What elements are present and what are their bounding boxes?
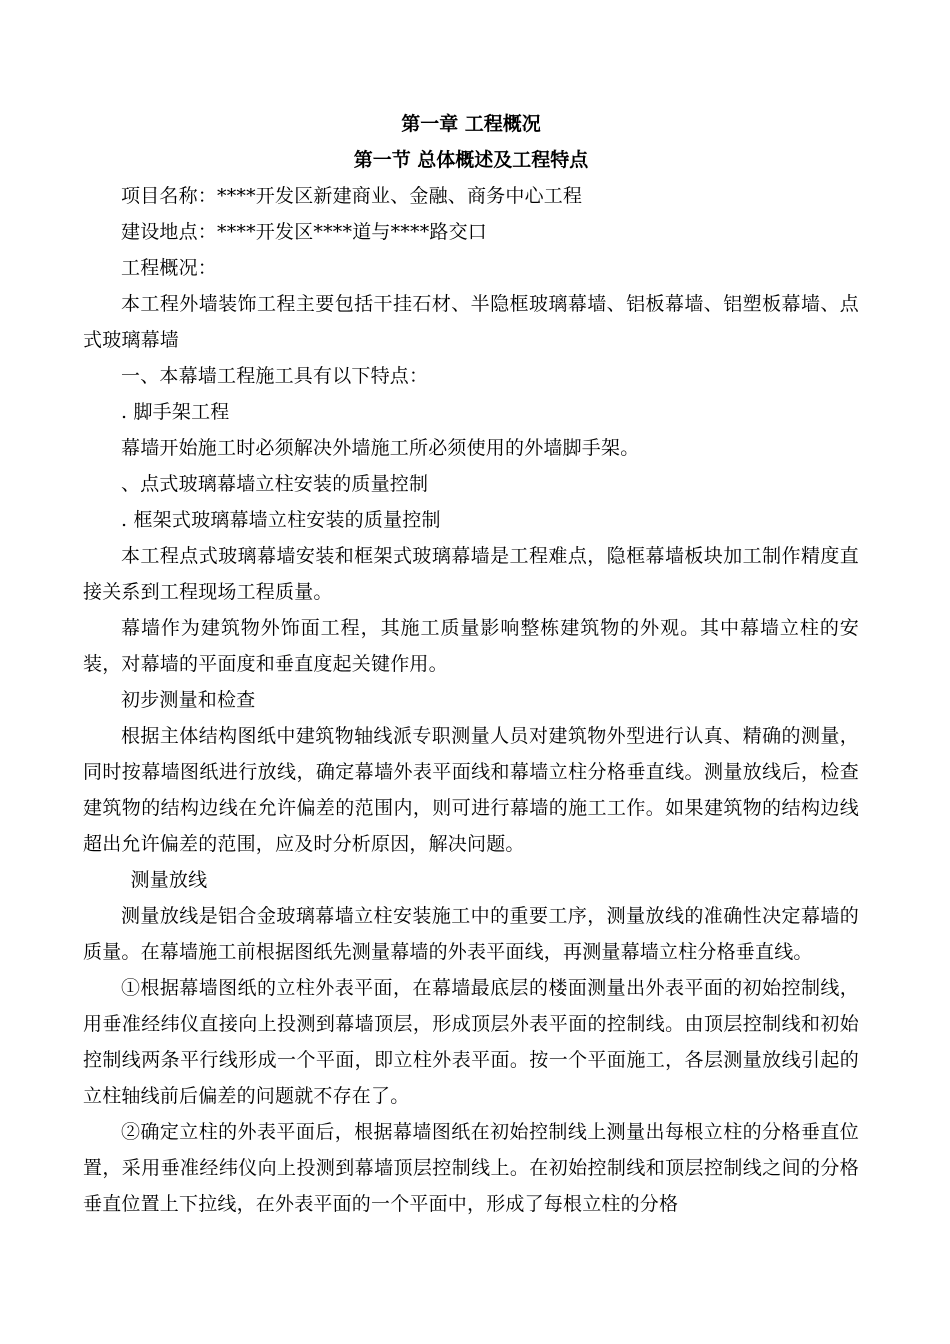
paragraph-scaffold: 幕墙开始施工时必须解决外墙施工所必须使用的外墙脚手架。	[121, 437, 640, 459]
paragraph-scaffold-heading: . 脚手架工程	[121, 401, 230, 423]
chapter-title: 第一章 工程概况	[401, 113, 541, 135]
paragraph-difficulty: 本工程点式玻璃幕墙安装和框架式玻璃幕墙是工程难点，隐框幕墙板块加工制作精度直接关系到工程现场工程质量。	[83, 545, 859, 603]
paragraph-step-2: ②确定立柱的外表平面后，根据幕墙图纸在初始控制线上测量出每根立柱的分格垂直位置，采用垂准经纬仪向上投测到幕墙顶层控制线上。在初始控制线和顶层控制线之间的分格垂直位置上下拉线，在外表平面的一个平面中，形成了每根立柱的分格	[83, 1121, 859, 1215]
paragraph-overview-label: 工程概况：	[121, 257, 218, 279]
paragraph-column-importance: 幕墙作为建筑物外饰面工程，其施工质量影响整栋建筑物的外观。其中幕墙立柱的安装，对幕墙的平面度和垂直度起关键作用。	[83, 617, 859, 675]
document-page	[83, 106, 859, 1222]
paragraph-point-glass-heading: 、点式玻璃幕墙立柱安装的质量控制	[121, 473, 429, 495]
paragraph-layout-heading: 测量放线	[130, 869, 208, 891]
paragraph-layout: 测量放线是铝合金玻璃幕墙立柱安装施工中的重要工序，测量放线的准确性决定幕墙的质量。在幕墙施工前根据图纸先测量幕墙的外表平面线，再测量幕墙立柱分格垂直线。	[83, 905, 859, 963]
paragraph-overview: 本工程外墙装饰工程主要包括干挂石材、半隐框玻璃幕墙、铝板幕墙、铝塑板幕墙、点式玻璃幕墙	[83, 293, 859, 351]
section-title: 第一节 总体概述及工程特点	[353, 149, 589, 171]
paragraph-initial-survey: 根据主体结构图纸中建筑物轴线派专职测量人员对建筑物外型进行认真、精确的测量，同时按幕墙图纸进行放线，确定幕墙外表平面线和幕墙立柱分格垂直线。测量放线后，检查建筑物的结构边线在允许偏差的范围内，则可进行幕墙的施工工作。如果建筑物的结构边线超出允许偏差的范围，应及时分析原因，解决问题。	[83, 725, 859, 855]
paragraph-project-name: 项目名称：****开发区新建商业、金融、商务中心工程	[121, 185, 583, 207]
paragraph-location: 建设地点：****开发区****道与****路交口	[121, 221, 488, 243]
paragraph-step-1: ①根据幕墙图纸的立柱外表平面，在幕墙最底层的楼面测量出外表平面的初始控制线，用垂准经纬仪直接向上投测到幕墙顶层，形成顶层外表平面的控制线。由顶层控制线和初始控制线两条平行线形成一个平面，即立柱外表平面。按一个平面施工，各层测量放线引起的立柱轴线前后偏差的问题就不存在了。	[83, 977, 859, 1107]
paragraph-features-heading: 一、本幕墙工程施工具有以下特点：	[121, 365, 429, 387]
paragraph-frame-glass-heading: . 框架式玻璃幕墙立柱安装的质量控制	[121, 509, 441, 531]
paragraph-initial-survey-heading: 初步测量和检查	[121, 689, 256, 711]
